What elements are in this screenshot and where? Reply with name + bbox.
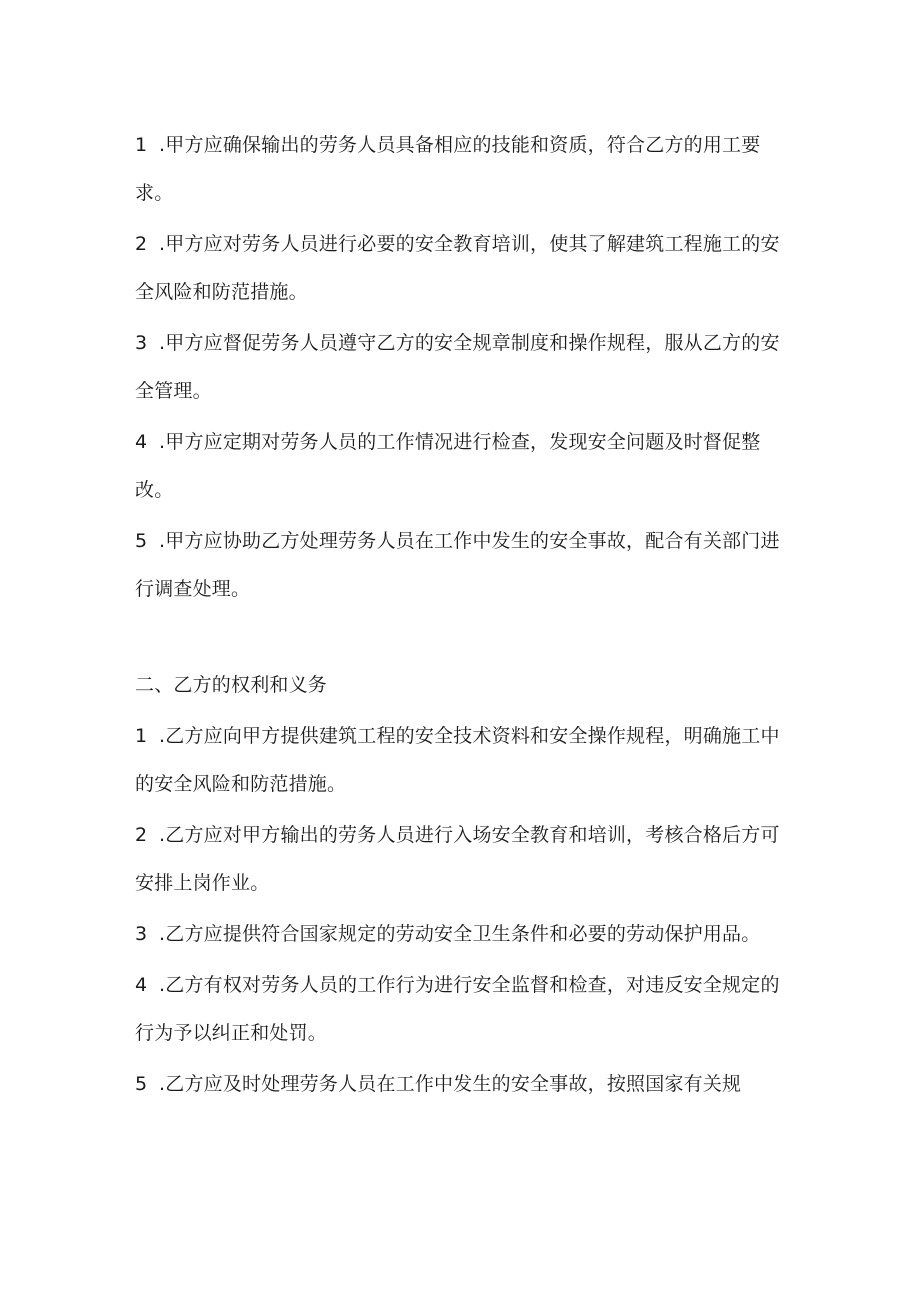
clause-b-3 (135, 910, 785, 958)
clause-number: 5 (135, 530, 148, 552)
clause-a-1 (135, 121, 785, 217)
clause-a-2 (135, 220, 785, 316)
document-body (135, 121, 785, 1111)
clause-a-4 (135, 418, 785, 514)
clause-number: 4 (135, 974, 148, 996)
clause-number: 2 (135, 233, 148, 255)
clause-number: 2 (135, 824, 148, 846)
clause-b-4 (135, 961, 785, 1057)
clause-text: .乙方应向甲方提供建筑工程的安全技术资料和安全操作规程，明确施工中的安全风险和防范措施。 (135, 725, 780, 795)
clause-number: 3 (135, 332, 148, 354)
clause-number: 1 (135, 725, 148, 747)
clause-b-1 (135, 712, 785, 808)
clause-text: .乙方应对甲方输出的劳务人员进行入场安全教育和培训，考核合格后方可安排上岗作业。 (135, 824, 780, 894)
clause-number: 5 (135, 1073, 148, 1095)
clause-text: .乙方有权对劳务人员的工作行为进行安全监督和检查，对违反安全规定的行为予以纠正和处罚。 (135, 974, 780, 1044)
clause-text: .甲方应确保输出的劳务人员具备相应的技能和资质，符合乙方的用工要求。 (135, 134, 761, 204)
clause-b-2 (135, 811, 785, 907)
clause-text: .甲方应督促劳务人员遵守乙方的安全规章制度和操作规程，服从乙方的安全管理。 (135, 332, 780, 402)
section-heading: 二、乙方的权利和义务 (135, 674, 328, 696)
clause-text: .甲方应协助乙方处理劳务人员在工作中发生的安全事故，配合有关部门进行调查处理。 (135, 530, 780, 600)
clause-number: 1 (135, 134, 148, 156)
clause-text: .乙方应及时处理劳务人员在工作中发生的安全事故，按照国家有关规 (159, 1073, 742, 1095)
clause-text: .乙方应提供符合国家规定的劳动安全卫生条件和必要的劳动保护用品。 (159, 923, 761, 945)
clause-b-5 (135, 1060, 785, 1108)
clause-a-5 (135, 517, 785, 613)
clause-a-3 (135, 319, 785, 415)
clause-number: 3 (135, 923, 148, 945)
clause-number: 4 (135, 431, 148, 453)
clause-text: .甲方应对劳务人员进行必要的安全教育培训，使其了解建筑工程施工的安全风险和防范措施。 (135, 233, 780, 303)
clause-text: .甲方应定期对劳务人员的工作情况进行检查，发现安全问题及时督促整改。 (135, 431, 761, 501)
